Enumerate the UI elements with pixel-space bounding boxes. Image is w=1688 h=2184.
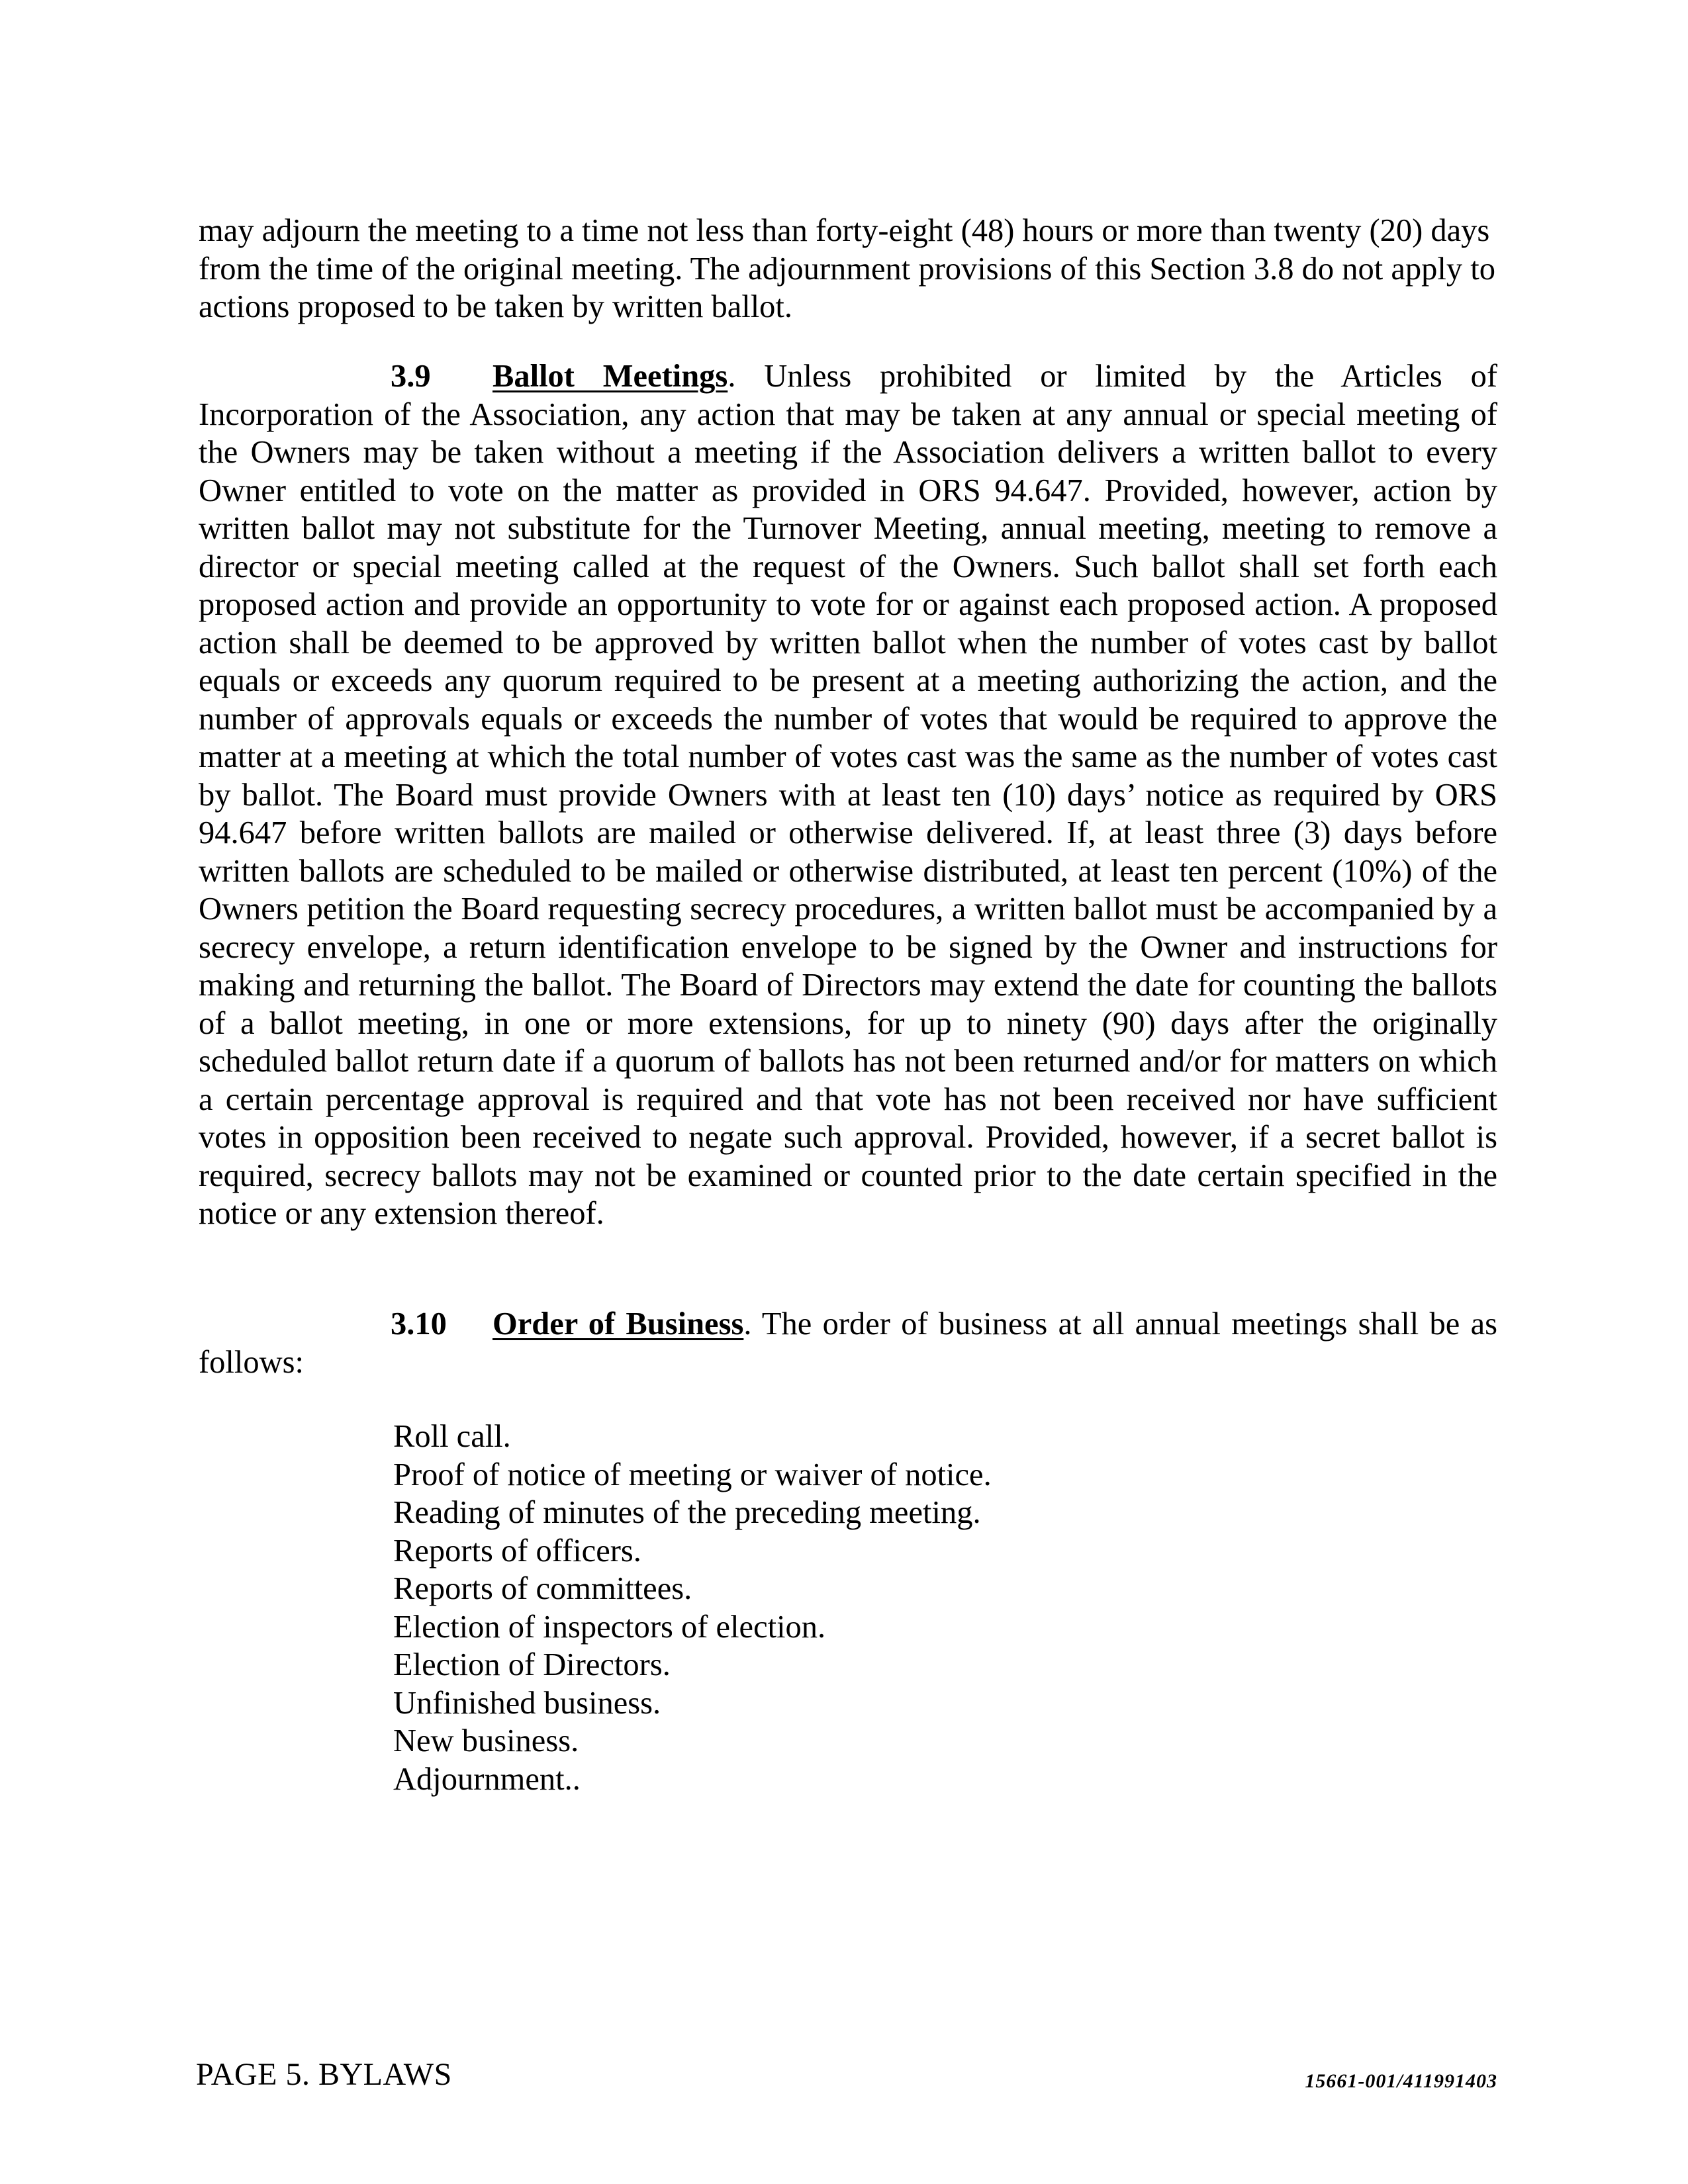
section-heading: Order of Business: [492, 1306, 744, 1342]
list-item: Adjournment..: [393, 1761, 581, 1797]
section-3-10-paragraph: [199, 1305, 1497, 1381]
order-of-business-list: [393, 1418, 992, 1798]
list-item: Reading of minutes of the preceding meeting.: [393, 1495, 981, 1530]
section-number: 3.9: [391, 359, 431, 394]
list-item: Unfinished business.: [393, 1685, 661, 1721]
section-number: 3.10: [391, 1306, 447, 1342]
list-item: Election of Directors.: [393, 1647, 671, 1682]
section-3-9-paragraph: [199, 357, 1497, 1233]
list-item: Roll call.: [393, 1419, 511, 1454]
page-footer-label: PAGE 5. BYLAWS: [196, 2057, 452, 2092]
list-item: Proof of notice of meeting or waiver of notice.: [393, 1457, 992, 1492]
list-item: Reports of officers.: [393, 1533, 641, 1569]
heading-period: .: [743, 1306, 752, 1342]
intro-paragraph: may adjourn the meeting to a time not less than forty-eight (48) hours or more than twenty (20) days from the time of the original meeting. The adjournment provisions of this Section 3.8 do not apply to actions proposed to be taken by written ballot.: [199, 213, 1495, 324]
document-code: 15661-001/411991403: [1305, 2070, 1497, 2092]
section-body: Unless prohibited or limited by the Articles of Incorporation of the Association, any action that may be taken at any annual or special meeting of the Owners may be taken without a meeting if the Association delivers a written ballot to every Owner entitled to vote on the matter as provided in ORS 94.647. Provided, however, action by written ballot may not substitute for the Turnover Meeting, annual meeting, meeting to remove a director or special meeting called at the request of the Owners. Such ballot shall set forth each proposed action and provide an opportunity to vote for or against each proposed action. A proposed action shall be deemed to be approved by written ballot when the number of votes cast by ballot equals or exceeds any quorum required to be present at a meeting authorizing the action, and the number of approvals equals or exceeds the number of votes that would be required to approve the matter at a meeting at which the total number of votes cast was the same as the number of votes cast by ballot. The Board must provide Owners with at least ten (10) days’ notice as required by ORS 94.647 before written ballots are mailed or otherwise delivered. If, at least three (3) days before written ballots are scheduled to be mailed or otherwise distributed, at least ten percent (10%) of the Owners petition the Board requesting secrecy procedures, a written ballot must be accompanied by a secrecy envelope, a return identification envelope to be signed by the Owner and instructions for making and returning the ballot. The Board of Directors may extend the date for counting the ballots of a ballot meeting, in one or more extensions, for up to ninety (90) days after the originally scheduled ballot return date if a quorum of ballots has not been returned and/or for matters on which a certain percentage approval is required and that vote has not been received nor have sufficient votes in opposition been received to negate such approval. Provided, however, if a secret ballot is required, secrecy ballots may not be examined or counted prior to the date certain specified in the notice or any extension thereof.: [199, 359, 1497, 1231]
section-heading: Ballot Meetings: [492, 359, 728, 394]
list-item: Reports of committees.: [393, 1571, 692, 1606]
list-item: Election of inspectors of election.: [393, 1609, 826, 1645]
list-item: New business.: [393, 1723, 579, 1758]
section-body: The order of business at all annual meetings shall be as follows:: [199, 1306, 1497, 1380]
heading-period: .: [727, 359, 736, 394]
